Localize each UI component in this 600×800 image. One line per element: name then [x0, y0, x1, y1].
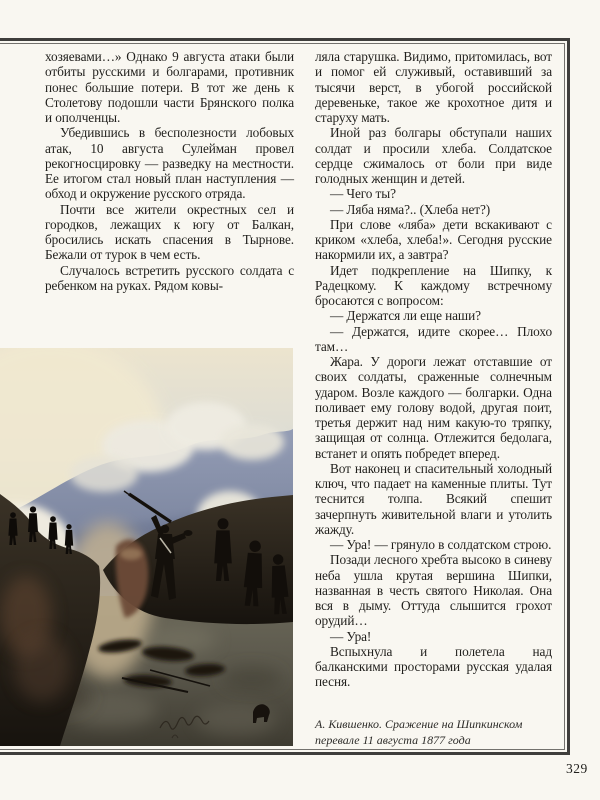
- paragraph: ляла старушка. Видимо, притомилась, вот и помог ей служивый, оставивший за тысячи верст, в убогой российской деревеньке, такое же крохотное дитя и старуху мать.: [315, 49, 552, 125]
- dialogue-line: — Ура! — грянуло в солдатском строю.: [330, 537, 552, 552]
- paragraph: хозяевами…» Однако 9 августа атаки были отбиты русскими и болгарами, противник понес большие потери. В тот же день к Столетову подошли части Брянского полка и ополченцы.: [45, 49, 294, 125]
- page-number: 329: [566, 761, 588, 776]
- text-column-left: [45, 49, 294, 293]
- paragraph: Случалось встретить русского солдата с ребенком на руках. Рядом ковы-: [45, 262, 294, 293]
- dialogue-line: — Держатся, идите скорее… Плохо там…: [315, 323, 552, 354]
- paragraph: Вспыхнула и полетела над балканскими просторами русская удалая песня.: [315, 643, 552, 690]
- shipka-battle-painting: [0, 348, 293, 746]
- paragraph: Позади лесного хребта высоко в синеву неба ушла крутая вершина Шипки, названная в честь святого Николая. Она вся в дыму. Оттуда слышится грохот орудий…: [315, 552, 552, 629]
- dialogue-line: — Чего ты?: [330, 186, 396, 202]
- figure-caption: [315, 716, 555, 748]
- figure-painting: [0, 348, 293, 746]
- paragraph: Жара. У дороги лежат отставшие от своих солдаты, сраженные солнечным ударом. Возле каждого — болгарки. Одна поливает ему голову водой, другая поит, третья держит над ним какую-то тряпку, защищая от солнца. Отлежится бедолага, встанет и опять побредет вперед.: [315, 354, 552, 461]
- dialogue-line: — Ура!: [330, 628, 372, 644]
- dialogue-line: — Ляба няма?.. (Хлеба нет?): [330, 201, 491, 217]
- text-column-right: [315, 49, 552, 690]
- caption-title: Сражение на Шипкинском перевале 11 августа 1877 года: [315, 717, 523, 747]
- paragraph: Почти все жители окрестных сел и городков, лежащих к югу от Балкан, бросились искать спасения в Тырнове. Бежали от турок в чем есть.: [45, 201, 294, 263]
- paragraph: Идет подкрепление на Шипку, к Радецкому. К каждому встречному бросаются с вопросом:: [315, 262, 552, 308]
- paragraph: Иной раз болгары обступали наших солдат и просили хлеба. Солдатское сердце сжималось от боли при виде голодных женщин и детей.: [315, 125, 552, 186]
- caption-author: А. Кившенко.: [315, 717, 383, 731]
- dialogue-line: — Держатся ли еще наши?: [330, 308, 481, 324]
- paragraph: При слове «ляба» дети вскакивают с криком «хлеба, хлеба!». Сегодня русские накормили их, а завтра?: [315, 216, 552, 263]
- paragraph: Вот наконец и спасительный холодный ключ, что падает на каменные плиты. Тут теснится толпа. Всякий спешит зачерпнуть живительной влаги и утолить жажду.: [315, 460, 552, 537]
- paragraph: Убедившись в бесполезности лобовых атак, 10 августа Сулейман провел рекогносцировку — разведку на местности. Ее итогом стал новый план наступления — обход и окружение русского отряда.: [45, 125, 294, 202]
